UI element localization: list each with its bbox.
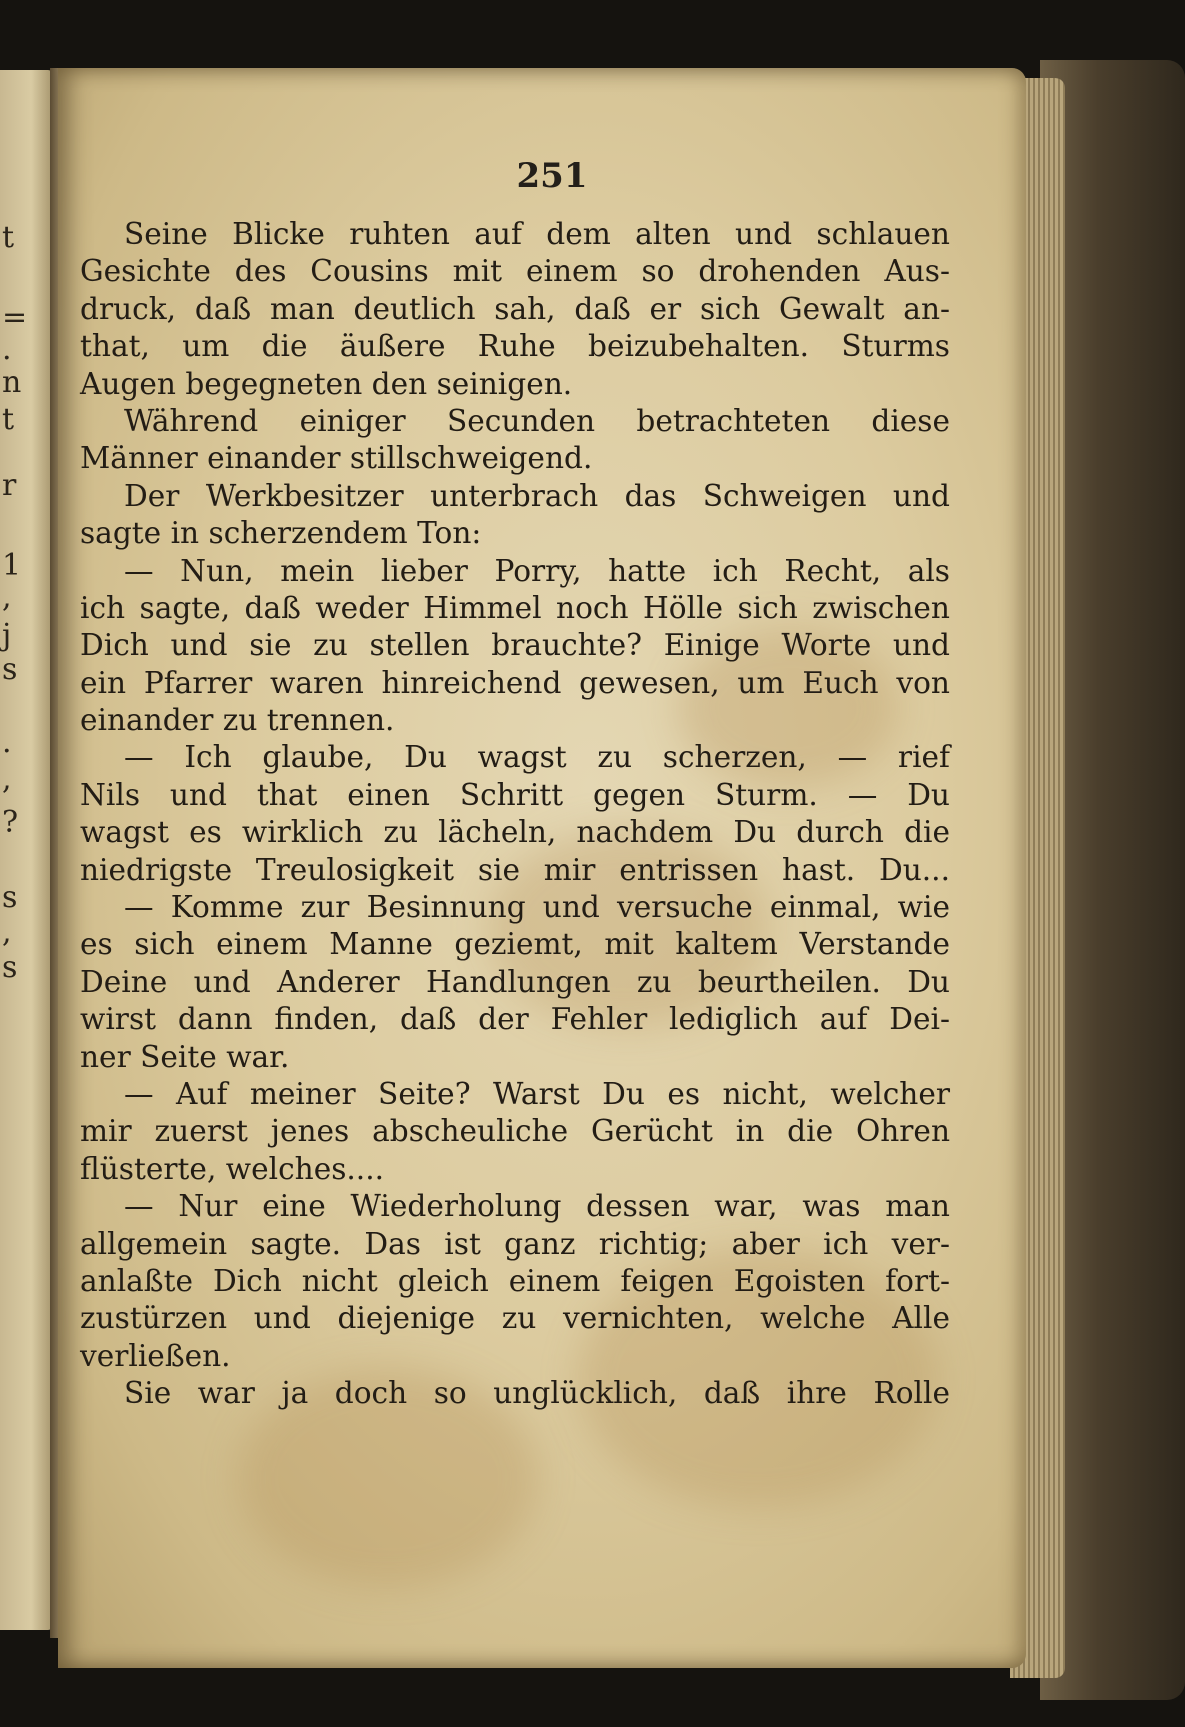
body-text: [80, 216, 950, 1413]
text-line: zustürzen und diejenige zu vernichten, welche Alle: [80, 1301, 950, 1336]
text-line: es sich einem Manne geziemt, mit kaltem Verstande: [80, 927, 950, 962]
facing-page-char: t: [2, 220, 15, 255]
text-line: that, um die äußere Ruhe beizubehalten. Sturms: [80, 329, 950, 364]
facing-page-char: s: [2, 880, 18, 915]
text-line: Sie war ja doch so unglücklich, daß ihre Rolle: [124, 1376, 950, 1411]
text-line: — Komme zur Besinnung und versuche einmal, wie: [124, 890, 950, 925]
text-line: ner Seite war.: [80, 1039, 290, 1074]
text-line: flüsterte, welches....: [80, 1151, 385, 1186]
text-line: sagte in scherzendem Ton:: [80, 516, 482, 551]
text-line: Augen begegneten den seinigen.: [80, 366, 573, 401]
text-line: druck, daß man deutlich sah, daß er sich Gewalt an-: [80, 291, 950, 326]
text-line: Während einiger Secunden betrachteten diese: [124, 403, 950, 438]
text-line: ich sagte, daß weder Himmel noch Hölle sich zwischen: [80, 590, 950, 625]
facing-page-char: t: [2, 402, 15, 437]
facing-page-char: ,: [2, 762, 12, 797]
text-line: einander zu trennen.: [80, 703, 395, 738]
page-number: 251: [516, 156, 588, 196]
text-line: Männer einander stillschweigend.: [80, 441, 593, 476]
text-line: ein Pfarrer waren hinreichend gewesen, um Euch von: [80, 665, 950, 700]
facing-page-char: .: [2, 725, 12, 760]
facing-page-char: s: [2, 652, 18, 687]
facing-page-char: ,: [2, 580, 12, 615]
text-line: — Nur eine Wiederholung dessen war, was man: [124, 1189, 950, 1224]
text-line: mir zuerst jenes abscheuliche Gerücht in die Ohren: [80, 1114, 950, 1149]
text-line: Dich und sie zu stellen brauchte? Einige Worte und: [80, 628, 950, 663]
text-line: Gesichte des Cousins mit einem so drohenden Aus-: [80, 254, 950, 289]
text-line: Seine Blicke ruhten auf dem alten und schlauen: [124, 217, 950, 251]
text-line: allgemein sagte. Das ist ganz richtig; aber ich ver-: [80, 1226, 950, 1261]
text-line: anlaßte Dich nicht gleich einem feigen Egoisten fort-: [80, 1263, 950, 1298]
text-line: Deine und Anderer Handlungen zu beurtheilen. Du: [80, 964, 950, 999]
text-line: — Nun, mein lieber Porry, hatte ich Recht, als: [124, 553, 950, 588]
facing-page-fragments: [0, 70, 40, 1630]
facing-page-char: ,: [2, 915, 12, 950]
text-line: — Auf meiner Seite? Warst Du es nicht, welcher: [124, 1076, 950, 1111]
text-line: verließen.: [80, 1338, 231, 1373]
text-line: wagst es wirklich zu lächeln, nachdem Du durch die: [80, 815, 950, 850]
text-line: Der Werkbesitzer unterbrach das Schweigen und: [124, 478, 950, 513]
facing-page-char: j: [2, 618, 12, 653]
facing-page-char: n: [2, 365, 22, 400]
text-line: niedrigste Treulosigkeit sie mir entrissen hast. Du...: [80, 852, 950, 887]
facing-page-char: =: [2, 300, 28, 335]
facing-page: [0, 70, 52, 1630]
text-line: — Ich glaube, Du wagst zu scherzen, — rief: [124, 740, 950, 775]
facing-page-char: ?: [2, 805, 19, 840]
facing-page-char: .: [2, 332, 12, 367]
book-page: [58, 68, 1026, 1668]
text-line: Nils und that einen Schritt gegen Sturm. — Du: [80, 777, 950, 812]
facing-page-char: s: [2, 950, 18, 985]
facing-page-char: 1: [2, 548, 22, 583]
text-line: wirst dann finden, daß der Fehler lediglich auf Dei-: [80, 1002, 950, 1037]
facing-page-char: r: [2, 468, 17, 503]
